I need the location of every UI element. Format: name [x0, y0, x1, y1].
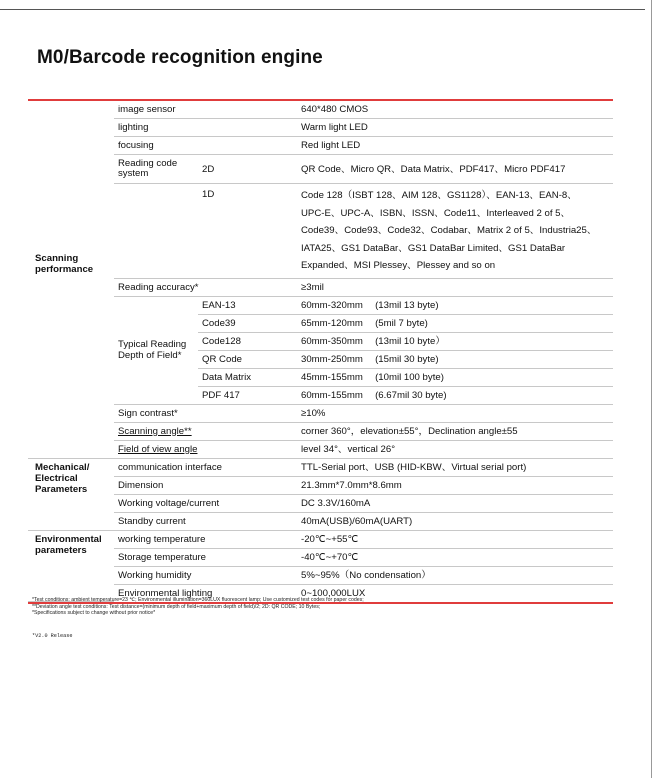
table-row	[28, 476, 613, 494]
table-row	[28, 566, 613, 584]
code-line: Code39、Code93、Code32、Codabar、Matrix 2 of 5、Industria25、	[301, 225, 597, 236]
table-row	[28, 422, 613, 440]
table-row	[28, 548, 613, 566]
table-row	[28, 512, 613, 530]
row-sublabel: EAN-13	[198, 296, 297, 314]
table-row	[28, 278, 613, 296]
row-value: Red light LED	[297, 137, 613, 155]
row-label: Environmental lighting	[118, 587, 213, 599]
row-label: focusing	[114, 137, 297, 155]
table-row	[28, 440, 613, 458]
table-row	[28, 494, 613, 512]
table-row	[28, 530, 613, 548]
row-value: level 34°、vertical 26°	[297, 440, 613, 458]
release-note: *V2.0 Release	[32, 633, 73, 639]
row-value: corner 360°，elevation±55°，Declination angle±55	[297, 422, 613, 440]
row-label: Sign contrast*	[114, 404, 297, 422]
row-label: Storage temperature	[114, 548, 297, 566]
row-label: Field of view angle	[114, 440, 297, 458]
row-label: communication interface	[114, 458, 297, 476]
row-sublabel: Data Matrix	[198, 368, 297, 386]
footnote: *Test conditions: ambient temperature=23 ℃; Environmental illumination=360LUX fluorescent lamp; Use customized test codes for paper codes;	[32, 597, 364, 603]
row-label: Working humidity	[114, 566, 297, 584]
row-sublabel: Code39	[198, 314, 297, 332]
row-value: 640*480 CMOS	[297, 101, 613, 119]
row-value: -20℃~+55℃	[297, 530, 613, 548]
row-value: 60mm-320mm (13mil 13 byte)	[297, 296, 613, 314]
row-value: TTL-Serial port、USB (HID-KBW、Virtual serial port)	[297, 458, 613, 476]
row-value-1d	[297, 184, 613, 279]
row-label: Reading code system	[114, 155, 198, 184]
right-edge-rule	[651, 0, 652, 778]
row-sublabel: 2D	[198, 155, 297, 184]
row-label: lighting	[114, 119, 297, 137]
row-value: 45mm-155mm (10mil 100 byte)	[297, 368, 613, 386]
row-value: 65mm-120mm (5mil 7 byte)	[297, 314, 613, 332]
footnotes	[32, 597, 364, 617]
row-sublabel: PDF 417	[198, 386, 297, 404]
row-value: 60mm-155mm (6.67mil 30 byte)	[297, 386, 613, 404]
row-value: DC 3.3V/160mA	[297, 494, 613, 512]
row-value: ≥10%	[297, 404, 613, 422]
row-label: Standby current	[114, 512, 297, 530]
row-label: Dimension	[114, 476, 297, 494]
section-mechanical: Mechanical/ Electrical Parameters	[28, 458, 114, 530]
top-rule	[0, 9, 645, 10]
page-title: M0/Barcode recognition engine	[37, 47, 323, 68]
row-label: Reading accuracy*	[114, 278, 297, 296]
section-scanning-top	[28, 101, 114, 119]
row-value: 40mA(USB)/60mA(UART)	[297, 512, 613, 530]
table-row	[28, 404, 613, 422]
table-row	[28, 296, 613, 314]
row-sublabel: QR Code	[198, 350, 297, 368]
table-row	[28, 155, 613, 184]
row-sublabel: 1D	[198, 184, 297, 279]
row-value: 30mm-250mm (15mil 30 byte)	[297, 350, 613, 368]
row-label: working temperature	[114, 530, 297, 548]
table-row	[28, 119, 613, 137]
row-value: 5%~95%（No condensation）	[297, 566, 613, 584]
row-label: Typical Reading Depth of Field*	[114, 296, 198, 404]
section-scanning: Scanning performance	[35, 253, 94, 275]
row-label: Working voltage/current	[114, 494, 297, 512]
table-row	[28, 101, 613, 119]
code-line: Code 128（ISBT 128、AIM 128、GS1128）、EAN-13、EAN-8、	[301, 190, 577, 201]
row-value: 0~100,000LUX	[301, 587, 366, 599]
code-line: Expanded、MSI Plessey、Plessey and so on	[301, 260, 496, 271]
spec-table	[28, 101, 613, 602]
table-row	[28, 184, 613, 279]
row-value: 21.3mm*7.0mm*8.6mm	[297, 476, 613, 494]
footnote: *Specifications subject to change without prior notice*	[32, 610, 156, 617]
row-label: Scanning angle**	[114, 422, 297, 440]
section-environmental: Environmental parameters	[28, 530, 114, 602]
table-row	[28, 458, 613, 476]
row-value: QR Code、Micro QR、Data Matrix、PDF417、Micro PDF417	[297, 155, 613, 184]
code-line: IATA25、GS1 DataBar、GS1 DataBar Limited、GS1 DataBar	[301, 242, 566, 254]
code-line: UPC-E、UPC-A、ISBN、ISSN、Code11、Interleaved 2 of 5、	[301, 207, 571, 219]
row-value: 60mm-350mm (13mil 10 byte）	[297, 332, 613, 350]
row-value: ≥3mil	[297, 278, 613, 296]
table-row	[28, 137, 613, 155]
footnote: **Deviation angle test conditions: Test distance=(minimum depth of field+maximum depth of field)/2; 2D: QR CODE; 10 Bytes;	[32, 603, 321, 610]
row-value: -40℃~+70℃	[297, 548, 613, 566]
row-sublabel: Code128	[198, 332, 297, 350]
row-value: Warm light LED	[297, 119, 613, 137]
row-label: image sensor	[114, 101, 297, 119]
